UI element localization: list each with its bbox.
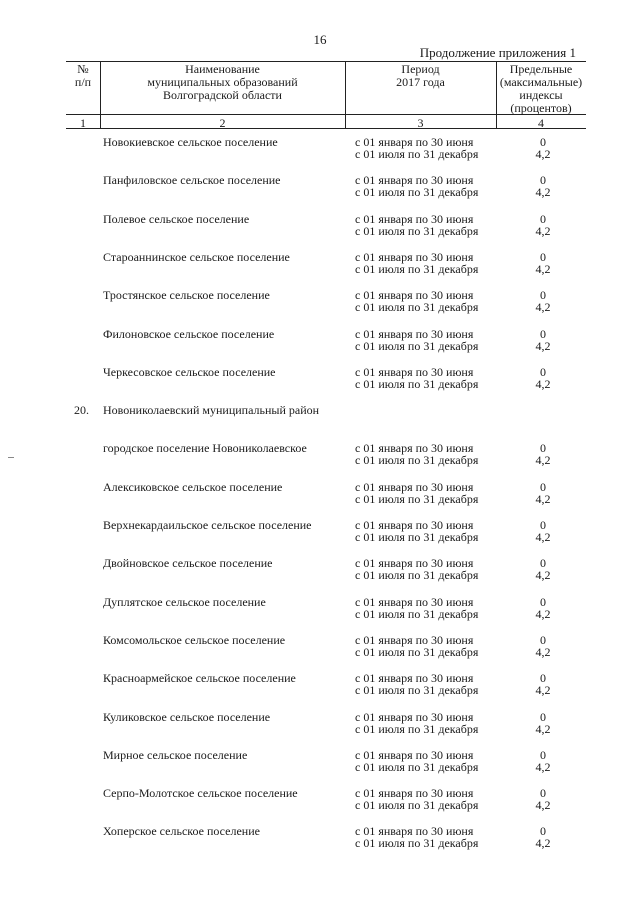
period-second-half: с 01 июля по 31 декабря: [355, 262, 479, 276]
settlement-name: Тростянское сельское поселение: [103, 288, 270, 302]
period-first-half: с 01 января по 30 июня: [355, 327, 474, 341]
period-first-half: с 01 января по 30 июня: [355, 135, 474, 149]
period-first-half: с 01 января по 30 июня: [355, 365, 474, 379]
index-second-half: 4,2: [535, 683, 551, 697]
period-second-half: с 01 июля по 31 декабря: [355, 147, 479, 161]
settlement-name: Филоновское сельское поселение: [103, 327, 275, 341]
index-second-half: 4,2: [535, 185, 551, 199]
index-second-half: 4,2: [535, 568, 551, 582]
index-first-half: 0: [540, 250, 546, 264]
period-first-half: с 01 января по 30 июня: [355, 595, 474, 609]
settlement-name: Алексиковское сельское поселение: [103, 480, 283, 494]
period-first-half: с 01 января по 30 июня: [355, 441, 474, 455]
index-first-half: 0: [540, 135, 546, 149]
index-second-half: 4,2: [535, 377, 551, 391]
index-first-half: 0: [540, 671, 546, 685]
period-first-half: с 01 января по 30 июня: [355, 710, 474, 724]
period-second-half: с 01 июля по 31 декабря: [355, 798, 479, 812]
settlement-name: Дуплятское сельское поселение: [103, 595, 266, 609]
index-first-half: 0: [540, 633, 546, 647]
period-second-half: с 01 июля по 31 декабря: [355, 836, 479, 850]
header-col-number-line: №: [77, 62, 89, 76]
settlement-name: городское поселение Новониколаевское: [103, 441, 307, 455]
settlement-name: Староаннинское сельское поселение: [103, 250, 290, 264]
index-second-half: 4,2: [535, 836, 551, 850]
column-number: 2: [219, 116, 226, 130]
settlement-name: Хоперское сельское поселение: [103, 824, 260, 838]
index-second-half: 4,2: [535, 722, 551, 736]
index-second-half: 4,2: [535, 147, 551, 161]
index-second-half: 4,2: [535, 224, 551, 238]
settlement-name: Панфиловское сельское поселение: [103, 173, 281, 187]
header-col-index: [496, 63, 586, 115]
table-top-rule: [66, 61, 586, 62]
period-first-half: с 01 января по 30 июня: [355, 518, 474, 532]
period-second-half: с 01 июля по 31 декабря: [355, 683, 479, 697]
index-second-half: 4,2: [535, 453, 551, 467]
settlement-name: Красноармейское сельское поселение: [103, 671, 296, 685]
settlement-name: Двойновское сельское поселение: [103, 556, 273, 570]
period-first-half: с 01 января по 30 июня: [355, 824, 474, 838]
index-first-half: 0: [540, 710, 546, 724]
period-first-half: с 01 января по 30 июня: [355, 671, 474, 685]
index-first-half: 0: [540, 786, 546, 800]
district-name: Новониколаевский муниципальный район: [103, 403, 320, 417]
index-second-half: 4,2: [535, 262, 551, 276]
period-first-half: с 01 января по 30 июня: [355, 173, 474, 187]
period-second-half: с 01 июля по 31 декабря: [355, 224, 479, 238]
settlement-name: Мирное сельское поселение: [103, 748, 248, 762]
index-first-half: 0: [540, 595, 546, 609]
index-second-half: 4,2: [535, 339, 551, 353]
index-second-half: 4,2: [535, 798, 551, 812]
period-first-half: с 01 января по 30 июня: [355, 288, 474, 302]
settlement-name: Серпо-Молотское сельское поселение: [103, 786, 298, 800]
scan-mark: [8, 457, 14, 458]
continuation-caption: Продолжение приложения 1: [419, 45, 576, 60]
header-col-period: [345, 63, 496, 89]
index-second-half: 4,2: [535, 492, 551, 506]
period-second-half: с 01 июля по 31 декабря: [355, 339, 479, 353]
index-first-half: 0: [540, 480, 546, 494]
period-second-half: с 01 июля по 31 декабря: [355, 645, 479, 659]
settlement-name: Черкесовское сельское поселение: [103, 365, 276, 379]
period-second-half: с 01 июля по 31 декабря: [355, 492, 479, 506]
period-second-half: с 01 июля по 31 декабря: [355, 722, 479, 736]
header-col-number-line: п/п: [74, 75, 92, 89]
page-number: 16: [313, 32, 327, 47]
header-col-number: [66, 63, 100, 89]
settlement-name: Комсомольское сельское поселение: [103, 633, 286, 647]
index-first-half: 0: [540, 327, 546, 341]
period-second-half: с 01 июля по 31 декабря: [355, 530, 479, 544]
column-number: 3: [417, 116, 424, 130]
period-second-half: с 01 июля по 31 декабря: [355, 453, 479, 467]
header-col-index-line: (максимальные): [499, 75, 583, 89]
index-first-half: 0: [540, 824, 546, 838]
index-first-half: 0: [540, 518, 546, 532]
index-first-half: 0: [540, 365, 546, 379]
header-col-name: [100, 63, 345, 102]
district-number: 20.: [74, 403, 89, 417]
settlement-name: Полевое сельское поселение: [103, 212, 250, 226]
period-second-half: с 01 июля по 31 декабря: [355, 185, 479, 199]
index-first-half: 0: [540, 748, 546, 762]
header-col-name-line: муниципальных образований: [147, 75, 298, 89]
header-col-index-line: (процентов): [510, 101, 572, 115]
index-first-half: 0: [540, 556, 546, 570]
settlement-name: Новокиевское сельское поселение: [103, 135, 278, 149]
period-second-half: с 01 июля по 31 декабря: [355, 377, 479, 391]
column-number: 1: [80, 116, 86, 130]
index-first-half: 0: [540, 288, 546, 302]
period-second-half: с 01 июля по 31 декабря: [355, 760, 479, 774]
period-first-half: с 01 января по 30 июня: [355, 556, 474, 570]
index-first-half: 0: [540, 173, 546, 187]
header-col-period-line: Период: [401, 62, 440, 76]
period-first-half: с 01 января по 30 июня: [355, 250, 474, 264]
header-col-index-line: индексы: [519, 88, 563, 102]
period-first-half: с 01 января по 30 июня: [355, 212, 474, 226]
header-col-name-line: Волгоградской области: [163, 88, 282, 102]
header-col-index-line: Предельные: [509, 62, 573, 76]
period-first-half: с 01 января по 30 июня: [355, 786, 474, 800]
settlement-name: Куликовское сельское поселение: [103, 710, 271, 724]
header-col-name-line: Наименование: [185, 62, 260, 76]
index-second-half: 4,2: [535, 760, 551, 774]
column-number: 4: [538, 116, 544, 130]
period-second-half: с 01 июля по 31 декабря: [355, 568, 479, 582]
period-second-half: с 01 июля по 31 декабря: [355, 607, 479, 621]
index-first-half: 0: [540, 212, 546, 226]
settlement-name: Верхнекардаильское сельское поселение: [103, 518, 312, 532]
index-second-half: 4,2: [535, 530, 551, 544]
period-first-half: с 01 января по 30 июня: [355, 633, 474, 647]
index-second-half: 4,2: [535, 645, 551, 659]
period-second-half: с 01 июля по 31 декабря: [355, 300, 479, 314]
index-second-half: 4,2: [535, 300, 551, 314]
index-first-half: 0: [540, 441, 546, 455]
header-col-period-line: 2017 года: [396, 75, 445, 89]
period-first-half: с 01 января по 30 июня: [355, 480, 474, 494]
period-first-half: с 01 января по 30 июня: [355, 748, 474, 762]
index-second-half: 4,2: [535, 607, 551, 621]
